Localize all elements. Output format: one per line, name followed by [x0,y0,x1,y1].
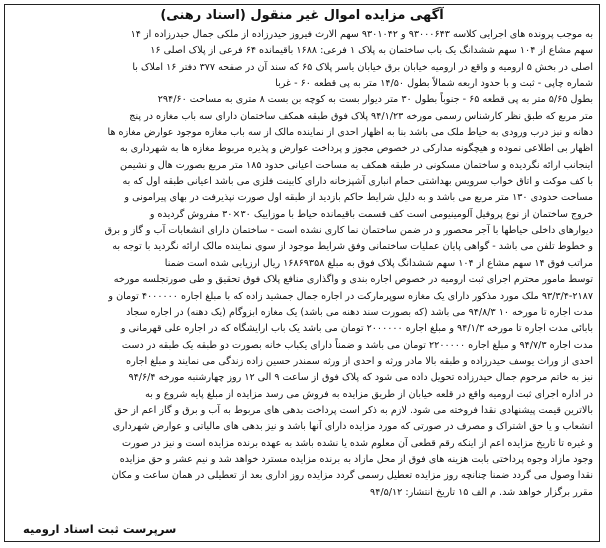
notice-signature: سرپرست ثبت اسناد ارومیه [23,522,177,536]
notice-line: دهانه و نیز درب ورودی به حیاط ملک می باشد بنا به اظهار احدی از نماینده مالک از سه باب مغازه موجود عوارض مغازه ها [107,127,593,139]
notice-line: و غیره تا تاریخ مزایده اعم از اینکه رقم قطعی آن معلوم شده یا نشده باشد به عهده برنده مزایده است و نیز در صورت [121,437,593,449]
notice-line: در اداره اجرای ثبت ارومیه واقع در قلعه خیابان از طریق مزایده به فروش می رسد مزایده از مبلغ پایه شروع و به [145,388,593,400]
notice-line: مقرر برگزار خواهد شد. م الف ۱۵ تاریخ انتشار: ۹۴/۵/۱۲ [370,486,593,498]
auction-notice [4,4,600,542]
notice-line: اصلی در بخش ۵ ارومیه و واقع در ارومیه خیابان برق خیابان یاسر پلاک ۶۵ که سند آن در صفحه ۳۷۷ دفتر ۱۶ املاک با [132,61,593,73]
notice-line: مدت اجاره تا مورخه ۱۰ ۹۴/۸/۳ می باشد (که بصورت سند دهنه می باشد) یک مغازه ابزوگام (یک دهنه) در اجاره سجاد [126,306,593,318]
notice-line: و خطوط تلفن می باشد - گواهی پایان عملیات ساختمانی وفق شرایط موجود از سوی نماینده مالک ارائه نگردید با توجه به [112,241,593,253]
notice-line: به موجب پرونده های اجرایی کلاسه ۹۳۰۰۰۶۴۳ و ۹۳۰۱۰۴۲ سهم الارث فیروز حیدرزاده از ملکی جمال حیدرزاده از ۱۴ [130,29,593,40]
notice-line: خروج ساختمان از نوع پروفیل آلومینیومی است کف قسمت باقیمانده حیاط با موزاییک ۳۰×۳۰ مفروش گردیده و [149,208,593,220]
notice-line: انشعاب و یا حق اشتراک و مصرف در صورتی که مورد مزایده دارای آنها باشد و نیز بدهی های مالیاتی و عوارض شهرداری [112,421,593,433]
notice-line: ۹۳/۳/۴-۲۱۸۷ ملک مورد مذکور دارای یک مغازه سوپرمارکت در اجاره جمال جمشید زاده که با مبلغ اجاره ۴۰۰۰۰۰۰ تومان و [108,290,593,302]
notice-line: نقدا وصول می گردد ضمنا چنانچه روز مزایده تعطیل رسمی گردد مزایده روز اداری بعد از تعطیلی در همان ساعت و مکان [111,470,593,482]
notice-line: مدت اجاره ۹۴/۷/۳ و مبلغ اجاره ۲۲۰۰۰۰۰ تومان می باشد و ضمناً دارای یکباب خانه بصورت دو طبقه یک طبقه در دست [121,339,593,351]
notice-line: نیز به خاتم مرحوم جمال حیدرزاده تحویل داده می شود که پلاک فوق از ساعت ۹ الی ۱۲ روز چهارشنبه مورخه ۹۴/۶/۴ [128,372,593,384]
notice-title: آگهی مزایده اموال غیر منقول (اسناد رهنی) [160,8,444,23]
notice-line: بابائی مدت اجاره تا مورخه ۹۴/۱/۳ و مبلغ اجاره ۲۰۰۰۰۰۰ تومان می باشد یک باب ارایشگاه که در اجاره علی قهرمانی و [120,323,593,335]
notice-line: دیوارهای داخلی حیاطها با آجر محصور و در ضمن ساختمان نما کاری نشده است - ساختمان دارای انشعابات آب و گاز و برق [104,225,593,237]
notice-body [11,27,593,517]
notice-line: سهم مشاع از ۱۰۴ سهم ششدانگ یک باب ساختمان به پلاک ۱ فرعی: ۱۶۸۸ باقیمانده ۶۴ فرعی از پلاک اصلی ۱۶ [150,45,593,57]
notice-line: توسط مامور محترم اجرای ثبت ارومیه در خصوص اجاره بندی و واگذاری منافع پلاک فوق تحقیق و طی صورتجلسه مورخه [113,274,593,286]
notice-line: مراتب فوق ۱۴ سهم مشاع از ۱۰۴ سهم ششدانگ پلاک فوق به مبلغ ۱۶۸۶۹۳۵۸ ریال ارزیابی شده است ضمنا [164,257,593,269]
notice-line: اینجانب ارائه نگردیده و ساختمان مسکونی در طبقه همکف به مساحت اعیانی حدود ۱۸۵ متر مربع بصورت هال و نشیمن [120,159,593,171]
notice-line: اظهار بی اطلاعی نموده و هیچگونه مدارکی در خصوص مجوز و پرداخت عوارض و پذیره مربوط مغازه ها به شهرداری به [119,143,593,155]
notice-line: احدی از وراث یوسف حیدرزاده و طبقه بالا مادر ورثه و احدی از ورثه سمندر حسین زاده زندگی می نمایند و مبلغ اجاره [126,355,593,367]
notice-line: بطول ۵/۶۵ متر به پی قطعه ۶۵ - جنوباً بطول ۳۰ متر دیوار بست به کوچه بن بست ۸ متری به مساحت ۲۹۴/۶۰ [157,94,593,106]
notice-line: مساحت حدودی ۱۳۰ متر مربع می باشد و به دلیل شرایط حاکم بازدید از طبقه اول صورت نپذیرفت در بهای پیرامونی و [124,192,593,204]
notice-line: متر مربع که طبق نظر کارشناس رسمی مورخه ۹۴/۱/۲۳ پلاک فوق طبقه همکف ساختمان دارای سه باب مغازه در پنج [129,110,593,122]
notice-line: شماره چاپی - ثبت و با حدود اربعه شمالاً بطول ۱۴/۵۰ متر به پی قطعه ۶۰ - غربا [275,78,593,90]
notice-line: وجود مازاد وجوه پرداختی بابت هزینه های فوق از محل مازاد به برنده مزایده مسترد خواهد شد و نیم عشر و حق مزایده [119,453,593,465]
notice-line: با کف موکت و اتاق خواب سرویس بهداشتی حمام انباری آشپزخانه دارای کابینت فلزی می باشد اعیانی طبقه اول که به [122,176,593,188]
notice-line: بالاترین قیمت پیشنهادی نقدا فروخته می شود. لازم به ذکر است پرداخت بدهی های مربوط به آب و برق و گاز اعم از حق [114,404,593,416]
